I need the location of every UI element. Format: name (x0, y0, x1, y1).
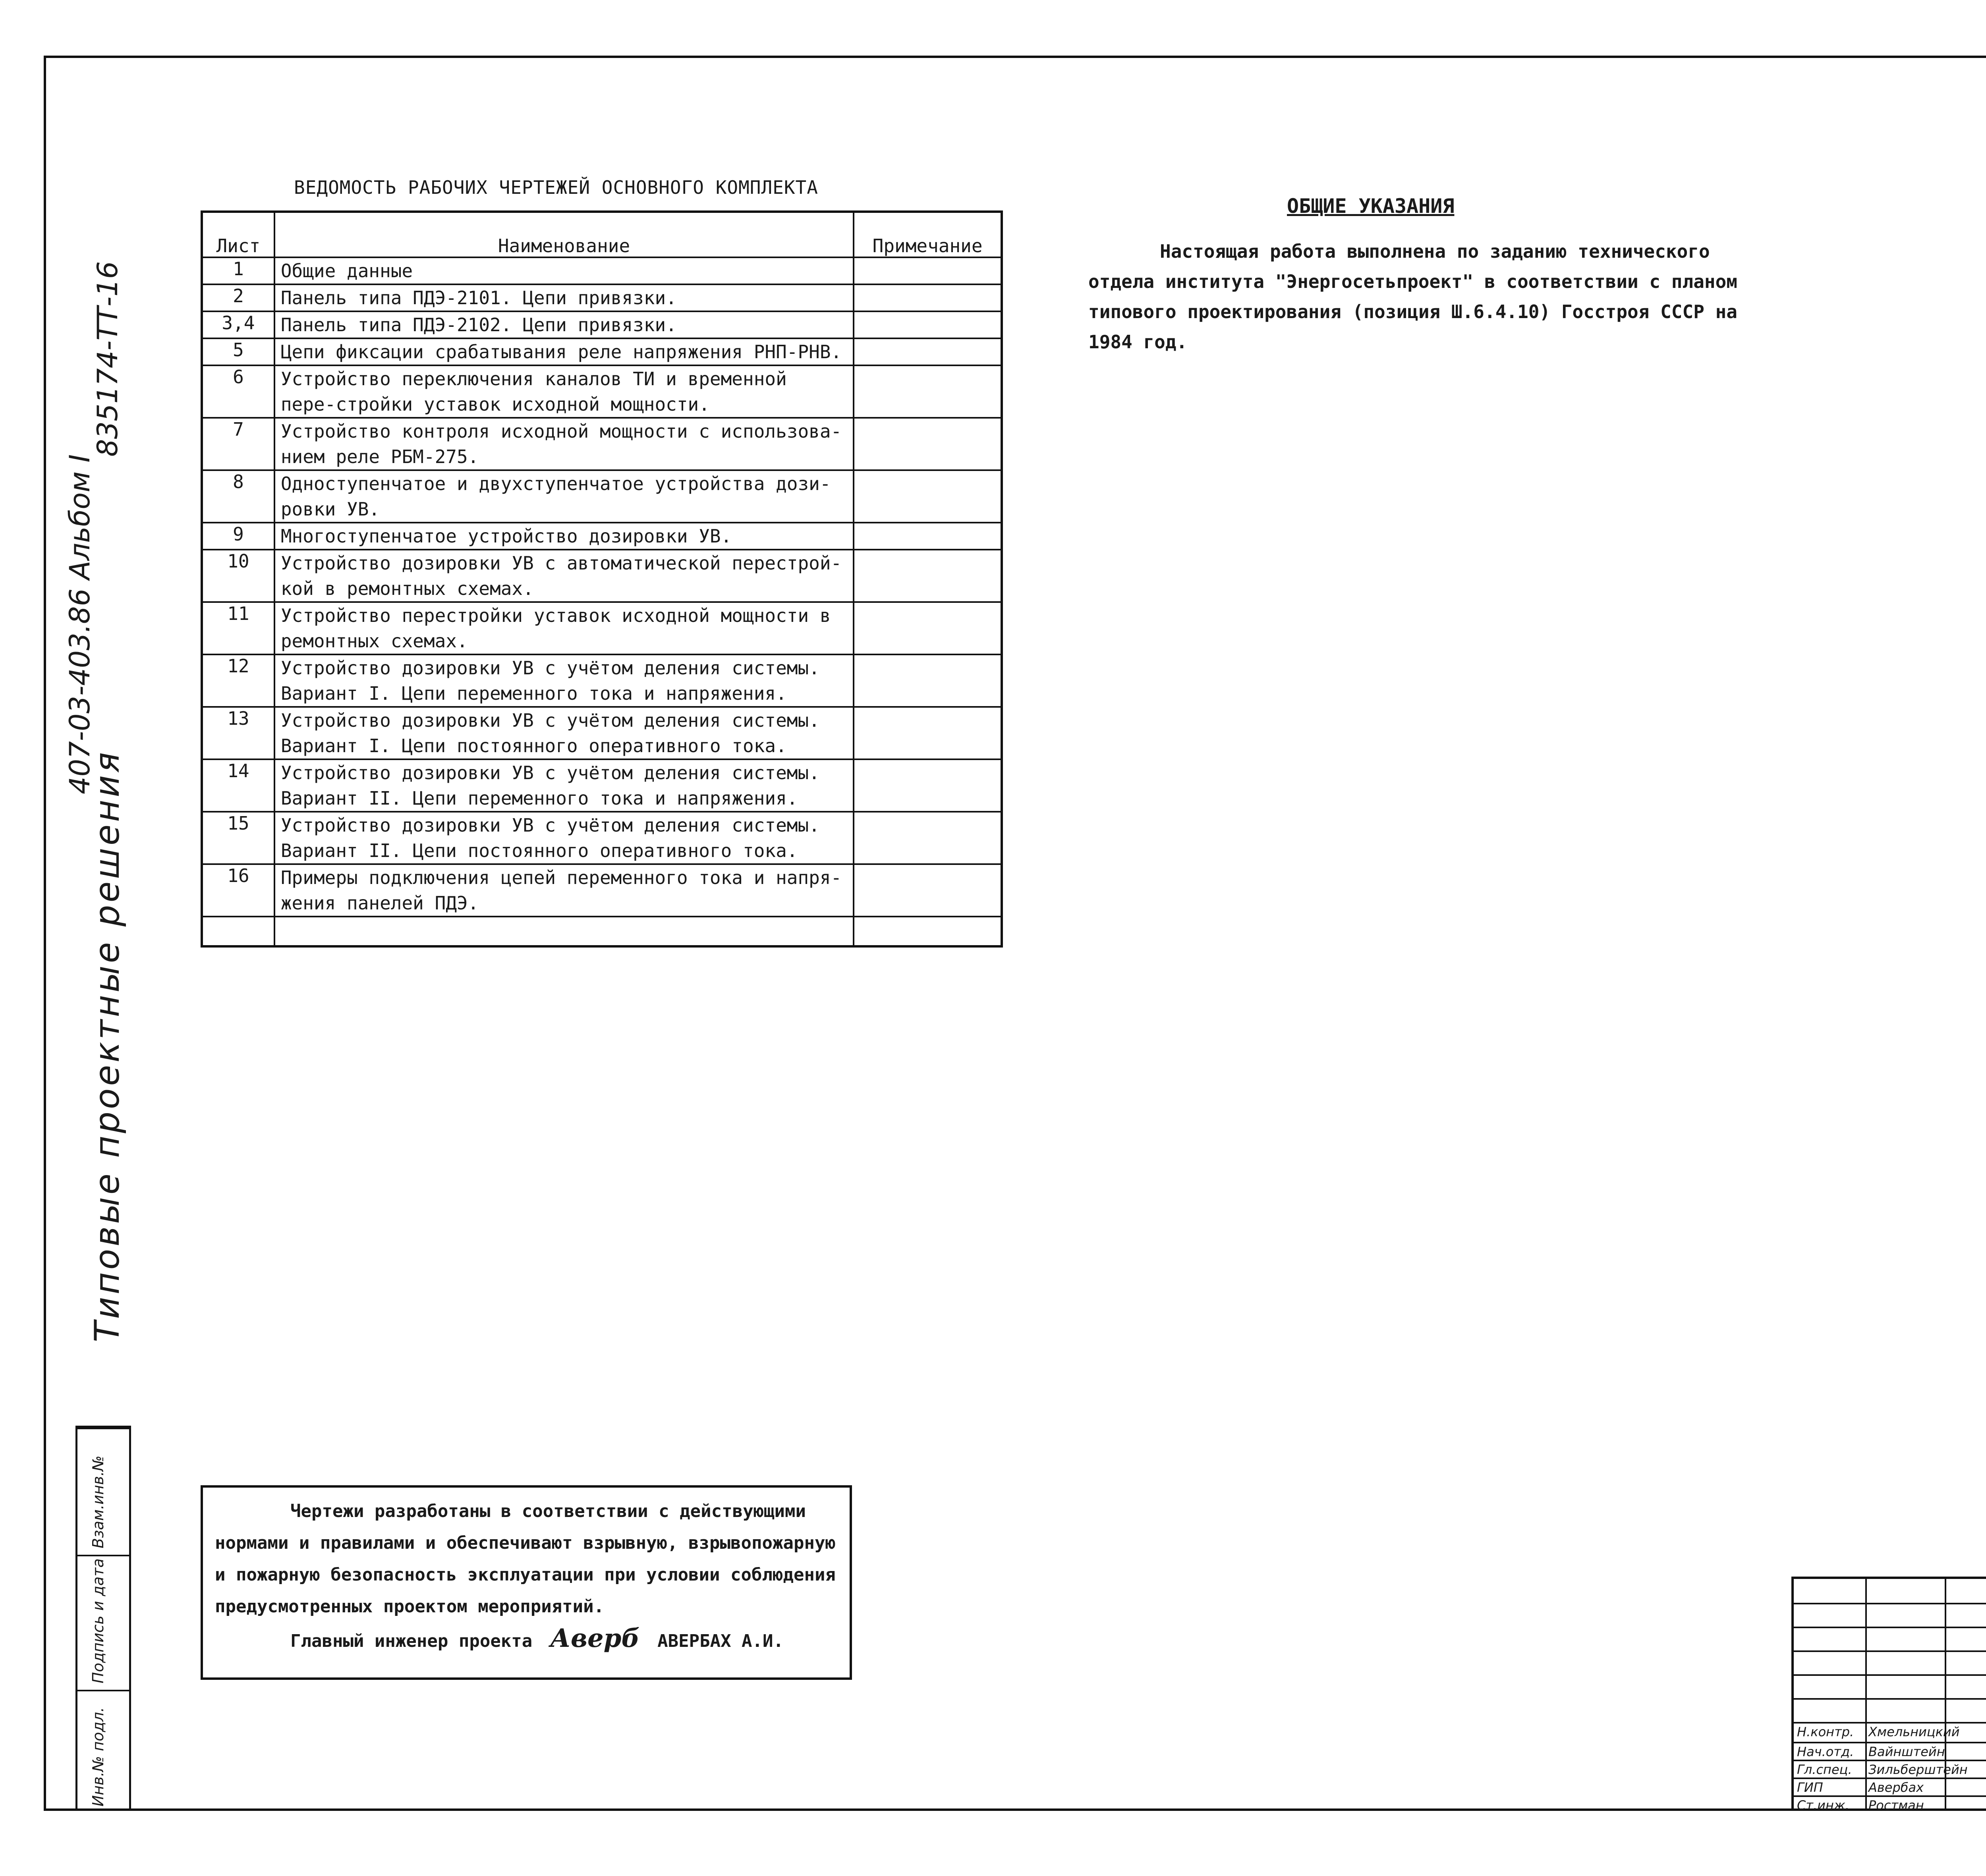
role-title: ГИП (1797, 1780, 1823, 1795)
row-sheet-name: Устройство дозировки УВ с учётом деления системы. Вариант I. Цепи переменного тока и напряжения. (274, 654, 854, 707)
row-sheet-name: Устройство перестройки уставок исходной мощности в ремонтных схемах. (274, 602, 854, 654)
table-row (202, 602, 1002, 654)
title-block (1791, 1577, 1986, 1811)
row-sheet-note (854, 523, 1002, 550)
row-sheet-note (854, 864, 1002, 917)
row-sheet-number: 13 (202, 707, 274, 759)
row-sheet-number: 6 (202, 365, 274, 418)
row-sheet-note (854, 812, 1002, 864)
table-row (202, 759, 1002, 812)
row-sheet-number: 14 (202, 759, 274, 812)
row-sheet-number: 5 (202, 338, 274, 365)
table-row (202, 523, 1002, 550)
row-sheet-note (854, 470, 1002, 523)
table-row (202, 707, 1002, 759)
chief-signature: Аверб (550, 1623, 640, 1653)
margin-code: 835174-ТТ-16 (91, 261, 124, 457)
row-sheet-number: 9 (202, 523, 274, 550)
margin-series: Типовые проектные решения (87, 750, 127, 1342)
row-sheet-number: 16 (202, 864, 274, 917)
table-row (202, 365, 1002, 418)
row-sheet-name: Многоступенчатое устройство дозировки УВ. (274, 523, 854, 550)
row-sheet-number: 10 (202, 550, 274, 602)
row-sheet-number: 15 (202, 812, 274, 864)
row-sheet-note (854, 311, 1002, 338)
table-row (202, 864, 1002, 917)
table-row (202, 812, 1002, 864)
role-name: Хмельницкий (1868, 1724, 1960, 1739)
row-sheet-name: Устройство дозировки УВ с учётом деления системы. Вариант I. Цепи постоянного оперативного тока. (274, 707, 854, 759)
row-sheet-number: 8 (202, 470, 274, 523)
row-sheet-note (854, 284, 1002, 311)
row-sheet-name: Устройство дозировки УВ с учётом деления системы. Вариант II. Цепи постоянного оперативного тока. (274, 812, 854, 864)
table-row (202, 654, 1002, 707)
role-title: Н.контр. (1797, 1724, 1854, 1739)
row-sheet-name: Цепи фиксации срабатывания реле напряжения РНП-РНВ. (274, 338, 854, 365)
general-notes-text: Настоящая работа выполнена по заданию технического отдела института "Энергосетьпроект" в соответствии с планом типового проектирования (позиция Ш.6.4.10) Госстроя СССР на 1984 год. (1088, 241, 1737, 353)
table-row-empty (202, 917, 1002, 946)
row-sheet-name: Устройство дозировки УВ с учётом деления системы. Вариант II. Цепи переменного тока и напряжения. (274, 759, 854, 812)
table-row (202, 470, 1002, 523)
stamp-cell-replace: Взам.инв.№ (89, 1455, 107, 1548)
role-title: Нач.отд. (1797, 1744, 1854, 1759)
col-header-sheet: Лист (202, 212, 274, 257)
chief-engineer-label: Главный инженер проекта (290, 1631, 533, 1651)
chief-engineer-line (215, 1623, 838, 1657)
row-sheet-note (854, 550, 1002, 602)
row-sheet-note (854, 707, 1002, 759)
table-row (202, 284, 1002, 311)
row-sheet-name: Устройство контроля исходной мощности с использова-нием реле РБМ-275. (274, 418, 854, 470)
table-row (202, 257, 1002, 284)
vedomost-table (201, 210, 1003, 948)
stamp-cell-signature: Подпись и дата (89, 1558, 107, 1683)
table-row (202, 311, 1002, 338)
row-sheet-note (854, 654, 1002, 707)
row-sheet-name: Общие данные (274, 257, 854, 284)
stamp-cell-inventory: Инв.№ подл. (89, 1707, 107, 1807)
role-title: Гл.спец. (1797, 1762, 1852, 1777)
row-sheet-name: Одноступенчатое и двухступенчатое устройства дози-ровки УВ. (274, 470, 854, 523)
role-name: Вайнштейн (1868, 1744, 1945, 1759)
general-notes-title: ОБЩИЕ УКАЗАНИЯ (1287, 195, 1455, 218)
role-name: Авербах (1868, 1780, 1924, 1795)
row-sheet-note (854, 759, 1002, 812)
row-sheet-number: 2 (202, 284, 274, 311)
col-header-name: Наименование (274, 212, 854, 257)
row-sheet-note (854, 602, 1002, 654)
compliance-text: Чертежи разработаны в соответствии с действующими нормами и правилами и обеспечивают взрывную, взрывопожарную и пожарную безопасность эксплуатации при условии соблюдения предусмотренных проектом мероприятий. (215, 1501, 836, 1617)
table-row (202, 418, 1002, 470)
compliance-note (201, 1485, 852, 1680)
table-row (202, 550, 1002, 602)
row-sheet-number: 1 (202, 257, 274, 284)
row-sheet-note (854, 418, 1002, 470)
chief-engineer-name: АВЕРБАХ А.И. (657, 1631, 784, 1651)
row-sheet-number: 3,4 (202, 311, 274, 338)
row-sheet-number: 11 (202, 602, 274, 654)
row-sheet-number: 12 (202, 654, 274, 707)
row-sheet-name: Устройство переключения каналов ТИ и временной пере-стройки уставок исходной мощности. (274, 365, 854, 418)
row-sheet-note (854, 257, 1002, 284)
col-header-note: Примечание (854, 212, 1002, 257)
margin-stamp (75, 1426, 131, 1811)
row-sheet-name: Устройство дозировки УВ с автоматической перестрой-кой в ремонтных схемах. (274, 550, 854, 602)
table-row (202, 338, 1002, 365)
row-sheet-note (854, 338, 1002, 365)
role-name: Зильберштейн (1868, 1762, 1968, 1777)
row-sheet-name: Панель типа ПДЭ-2102. Цепи привязки. (274, 311, 854, 338)
margin-album: 407-03-403.86 Альбом I (64, 454, 96, 794)
vedomost-title: ВЕДОМОСТЬ РАБОЧИХ ЧЕРТЕЖЕЙ ОСНОВНОГО КОМПЛЕКТА (294, 177, 818, 198)
row-sheet-note (854, 365, 1002, 418)
row-sheet-name: Панель типа ПДЭ-2101. Цепи привязки. (274, 284, 854, 311)
row-sheet-number: 7 (202, 418, 274, 470)
role-title: Ст.инж. (1797, 1798, 1849, 1813)
row-sheet-name: Примеры подключения цепей переменного тока и напря-жения панелей ПДЭ. (274, 864, 854, 917)
role-name: Ростман (1868, 1798, 1924, 1813)
